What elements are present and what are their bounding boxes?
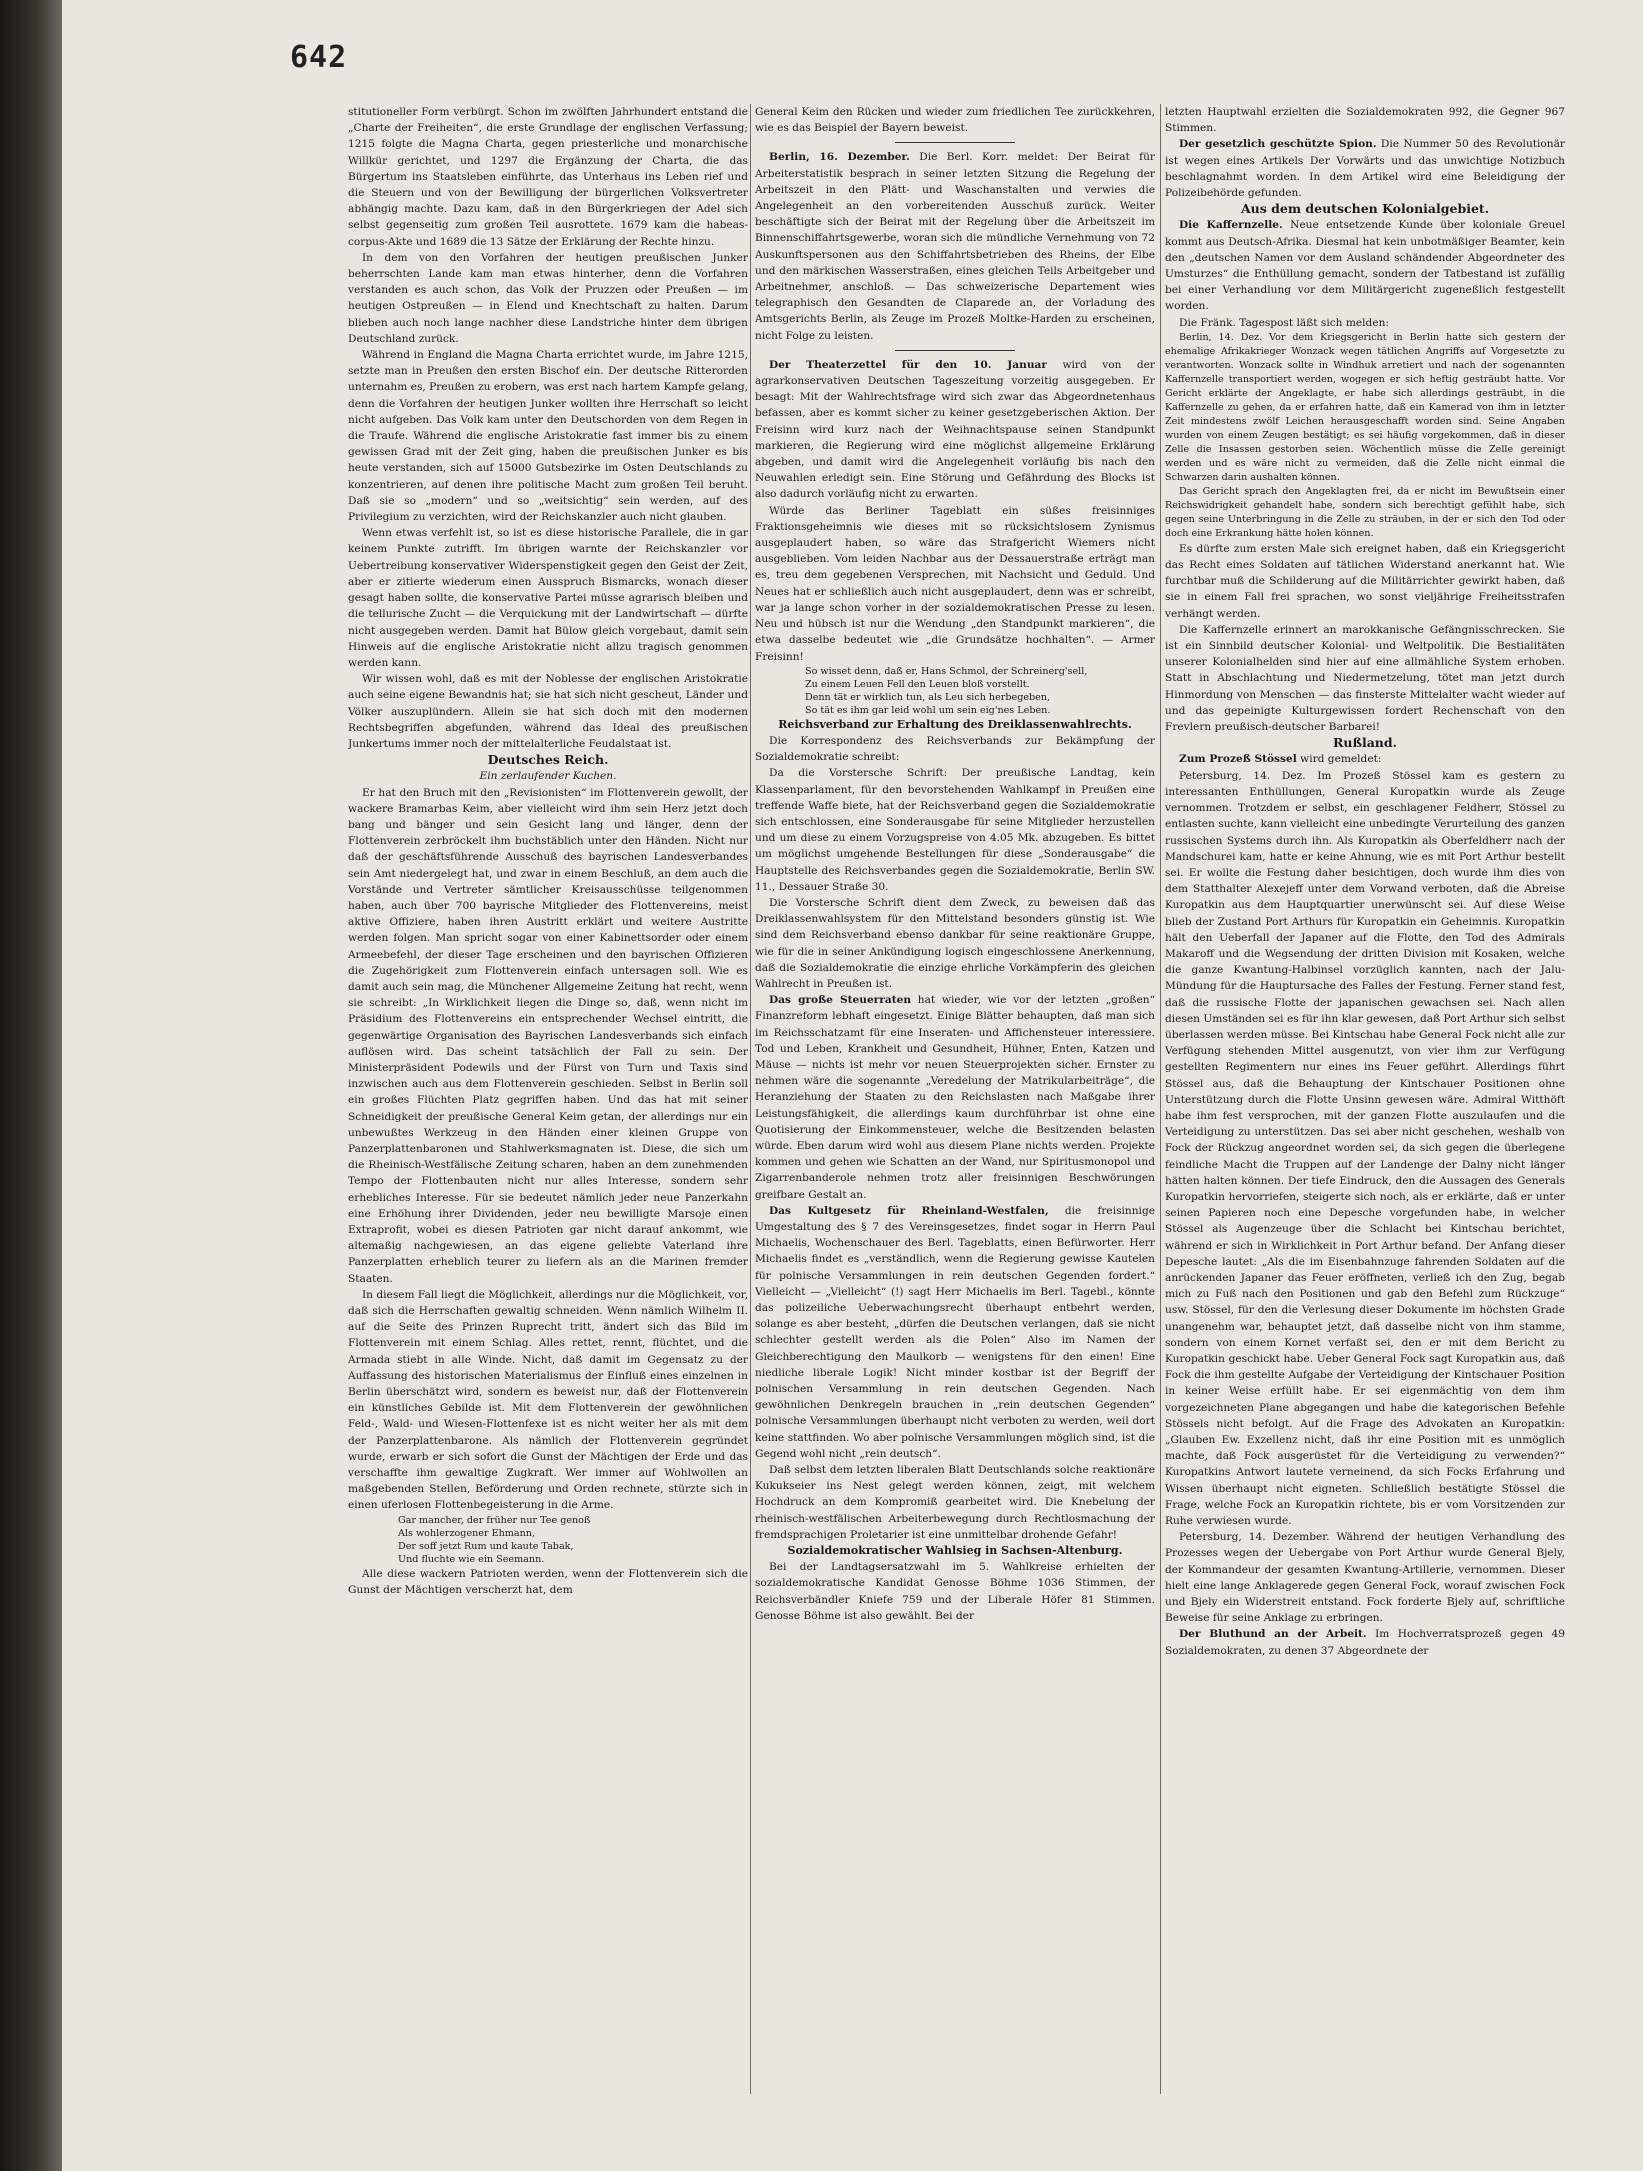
section-subtitle: Ein zerlaufender Kuchen. <box>479 770 617 783</box>
column-right <box>1165 104 1565 2099</box>
article-lead: Der Theaterzettel für den 10. Januar <box>769 358 1047 371</box>
paragraph: Es dürfte zum ersten Male sich ereignet haben, daß ein Kriegsgericht das Recht eines Soldaten auf tätlichen Widerstand anerkannt hat. Wie furchtbar muß die Schilderung auf die Militärrichter gewirkt haben, daß sie in einem Fall frei sprachen, wo sonst vieljährige Freiheitsstrafen verhängt werden. <box>1165 542 1565 620</box>
paragraph: die freisinnige Umgestaltung des § 7 des Vereinsgesetzes, findet sogar in Herrn Paul Michaelis, Wochenschauer des Berl. Tageblatts, einen Befürworter. Herr Michaelis findet es „verständlich, wenn die Regierung gewisse Kautelen für polnische Versammlungen in rein deutschen Gegenden fordert.“ Vielleicht — „Vielleicht“ (!) sagt Herr Michaelis im Berl. Tagebl., könnte das polizeiliche Ueberwachungsrecht überhaupt entbehrt werden, solange es aber besteht, „dürfen die Deutschen verlangen, daß sie nicht schlechter gestellt werden als die Polen“ Also im Namen der Gleichberechtigung den Maulkorb — wenigstens für den einen! Eine niedliche liberale Logik! Nicht minder kostbar ist der Begriff der polnischen Versammlung in rein deutschen Gegenden. Nach gewöhnlichen Denkregeln brauchen in „rein deutschen Gegenden“ polnische Versammlungen überhaupt nicht verboten zu werden, weil dort keine stattfinden. Wo aber polnische Versammlungen möglich sind, ist die Gegend wohl nicht „rein deutsch“. <box>755 1204 1155 1460</box>
verse-line: Der soff jetzt Rum und kaute Tabak, <box>398 1540 574 1552</box>
paragraph: Da die Vorstersche Schrift: Der preußische Landtag, kein Klassenparlament, für den bevorstehenden Wahlkampf in Preußen eine treffende Waffe biete, hat der Reichsverband gegen die Sozialdemokratie sich entschlossen, eine Sonderausgabe für seine Mitglieder herzustellen und um diese zu einem Vorzugspreise von 4.05 Mk. abzugeben. Es bittet um möglichst umgehende Bestellungen für diese „Sonderausgabe“ die Hauptstelle des Reichsverbandes gegen die Sozialdemokratie, Berlin SW. 11., Dessauer Straße 30. <box>755 767 1155 893</box>
section-title-kolonialgebiet: Aus dem deutschen Kolonialgebiet. <box>1240 201 1490 217</box>
verse-line: Und fluchte wie ein Seemann. <box>398 1553 545 1565</box>
paragraph: Die Fränk. Tagespost läßt sich melden: <box>1179 316 1389 329</box>
verse-line: Als wohlerzogener Ehmann, <box>398 1527 536 1539</box>
article-lead: Der gesetzlich geschützte Spion. <box>1179 138 1377 151</box>
paragraph: Im Hochverratsprozeß gegen 49 Sozialdemokraten, zu denen 37 Abgeordnete der <box>1165 1628 1565 1657</box>
paragraph: Bei der Landtagsersatzwahl im 5. Wahlkreise erhielten der sozialdemokratische Kandidat Genosse Böhme 1036 Stimmen, der Reichsverbändler Kniefe 759 und der Liberale Höfer 81 Stimmen. Genosse Böhme ist also gewählt. Bei der <box>755 1561 1155 1622</box>
verse-line: Gar mancher, der früher nur Tee genoß <box>398 1514 591 1526</box>
article-lead: Die Kaffernzelle. <box>1179 219 1283 232</box>
paragraph: Alle diese wackern Patrioten werden, wenn der Flottenverein sich die Gunst der Mächtigen verscherzt hat, dem <box>348 1567 748 1596</box>
paragraph: Neue entsetzende Kunde über koloniale Greuel kommt aus Deutsch-Afrika. Diesmal hat kein unbotmäßiger Beamter, kein den „deutschen Namen vor dem Ausland schändender Abgeordneter des Umsturzes“ die Enthüllung gemacht, sondern der Tatbestand ist zufällig bei einer Verhandlung vor dem Militärgericht zugeneßlich festgestellt worden. <box>1165 219 1565 313</box>
paragraph: Daß selbst dem letzten liberalen Blatt Deutschlands solche reaktionäre Kukukseier ins Nest gelegt werden können, zeigt, mit welchem Hochdruck an dem Kompromiß gearbeitet wird. Die Knebelung der rheinisch-westfälischen Arbeiterbewegung durch Rechtlosmachung der fremdsprachigen Proletarier ist eine unmittelbar drohende Gefahr! <box>755 1464 1155 1541</box>
column-rule <box>1160 104 1161 2094</box>
column-left <box>348 104 748 2099</box>
paragraph: Während in England die Magna Charta errichtet wurde, im Jahre 1215, setzte man in Preußen den ersten Bischof ein. Der deutsche Ritterorden unternahm es, Preußen zu erobern, was erst nach hartem Kampfe gelang, denn die Vorfahren der heutigen Junker wollten ihre Herrschaft so leicht nicht aufgeben. Das Volk kam unter den Deutschorden von dem Regen in die Traufe. Während die englische Aristokratie fast immer bis zu einem gewissen Grad mit der Zeit ging, haben die preußischen Junker es bis heute verstanden, sich auf 15000 Gutsbezirke im Osten Deutschlands zu konzentrieren, auf denen ihre politische Macht zum großen Teil beruht. Daß sie so „modern“ und so „weitsichtig“ sein werden, auf des Privilegium zu verzichten, wird der Reichskanzler auch nicht glauben. <box>348 349 748 524</box>
article-lead: Das Kultgesetz für Rheinland-Westfalen, <box>769 1204 1049 1217</box>
column-middle <box>755 104 1155 2099</box>
article-lead: Der Bluthund an der Arbeit. <box>1179 1628 1367 1641</box>
paragraph: Petersburg, 14. Dezember. Während der heutigen Verhandlung des Prozesses wegen der Uebergabe von Port Arthur wurde General Bjely, der Kommandeur der gesamten Kwantung-Artillerie, vernommen. Dieser hielt eine lange Anklagerede gegen General Fock, worauf zwischen Fock und Bjely ein Widerstreit entstand. Fock forderte Bjely auf, schriftliche Beweise für seine Anklage zu erbringen. <box>1165 1531 1565 1625</box>
column-rule <box>750 104 751 2094</box>
paragraph: Er hat den Bruch mit den „Revisionisten“ im Flottenverein gewollt, der wackere Bramarbas Keim, aber vielleicht wird ihm sein Herz jetzt doch bang und bänger und sein Gesicht lang und länger, denn der Flottenverein zerbröckelt ihm buchstäblich unter den Händen. Nicht nur daß der geschäftsführende Ausschuß des bayrischen Landesverbandes sein Amt niedergelegt hat, und zwar in einem Beschluß, an dem auch die Vorstände und Vertreter sämtlicher Kreisausschüsse teilgenommen haben, auch über 700 bayrische Mitglieder des Flottenvereins, meist aktive Offiziere, haben ihren Austritt erklärt und weitere Austritte werden folgen. Man spricht sogar von einer Kabinettsorder oder einem Armeebefehl, der dieser Tage erscheinen und den bayrischen Offizieren die Zugehörigkeit zum Flottenverein einfach untersagen soll. Wie es damit auch sein mag, die Münchener Allgemeine Zeitung hat recht, wenn sie schreibt: „In Wirklichkeit liegen die Dinge so, daß, wenn nicht im Präsidium des Flottenvereins ein entsprechender Wechsel eintritt, die gegenwärtige Organisation des Bayrischen Landesverbands sich einfach auflösen wird. Das scheint tatsächlich der Fall zu sein. Der Ministerpräsident Podewils und der Fürst von Turn und Taxis sind inzwischen auch aus dem Flottenverein geschieden. Selbst in Berlin soll ein großes Flüchten Platz gegriffen haben. Und das hat mit seiner Schneidigkeit der preußische General Keim getan, der allerdings nur ein unbewußtes Werkzeug in den Händen einer kleinen Gruppe von Panzerplattenbaronen und Stahlwerksmagnaten ist. Diese, die sich um die Rheinisch-Westfälische Zeitung scharen, haben an dem zunehmenden Tempo der Flottenbauten nicht nur alles Interesse, sondern sehr erhebliches Interesse. Für sie bedeutet nämlich jeder neue Panzerkahn eine Erhöhung ihrer Dividenden, jeder neu bewilligte Marsoje einen Extraprofit, wobei es diesen Patrioten gar nicht darauf ankommt, wie altemaßig nachgewiesen, an das eigene geliebte Vaterland ihre Panzerplatten erheblich teurer zu liefern als an die Marinen fremder Staaten. <box>348 786 748 1285</box>
paragraph: Die Nummer 50 des Revolutionär ist wegen eines Artikels Der Vorwärts und das unwichtige Notizbuch beschlagnahmt worden. In dem Artikel wird eine Beleidigung der Polizeibehörde gefunden. <box>1165 138 1565 200</box>
verse-line: Denn tät er wirklich tun, als Leu sich herbegeben, <box>805 691 1051 703</box>
paragraph: Die Berl. Korr. meldet: Der Beirat für Arbeiterstatistik besprach in seiner letzten Sitzung die Regelung der Arbeitszeit in den Plätt- und Waschanstalten und verwies die Angelegenheit an den vorbereitenden Ausschuß zurück. Weiter beschäftigte sich der Beirat mit der Regelung über die Arbeitszeit im Binnenschiffahrtsgewerbe, woran sich die mündliche Vernehmung von 72 Auskunftspersonen aus den Schiffahrtsbetrieben des Rheins, der Elbe und den märkischen Wasserstraßen, eines gleichen Teils Arbeitgeber und Arbeitnehmer, anschloß. — Das schweizerische Departement wies telegraphisch den Gesandten de Claparede an, der Vorladung des Amtsgerichts Berlin, als Zeuge im Prozeß Moltke-Harden zu erscheinen, nicht Folge zu leisten. <box>755 151 1155 342</box>
article-divider <box>895 350 1015 351</box>
paragraph: Die Vorstersche Schrift dient dem Zweck, zu beweisen daß das Dreiklassenwahlsystem für den Mittelstand besonders günstig ist. Wie sind dem Reichsverband ebenso dankbar für seine reaktionäre Gruppe, wie für die in seiner Ankündigung logisch eingeschlossene Anerkennung, daß die Sozialdemokratie die einzige ehrliche Vorkämpferin des gleichen Wahlrecht in Preußen ist. <box>755 896 1155 990</box>
page-number: 642 <box>290 40 348 75</box>
paragraph: General Keim den Rücken und wieder zum friedlichen Tee zurückkehren, wie es das Beispiel der Bayern beweist. <box>755 106 1155 135</box>
paragraph: In diesem Fall liegt die Möglichkeit, allerdings nur die Möglichkeit, vor, daß sich die Herrschaften gewaltig schneiden. Wenn nämlich Wilhelm II. auf die Seite des Prinzen Ruprecht tritt, ändert sich das Bild im Flottenverein mit einem Schlag. Alles rettet, rennt, flüchtet, und die Armada stiebt in alle Winde. Nicht, daß damit im Gegensatz zu der Auffassung des historischen Materialismus der Einfluß eines einzelnen in Berlin überschätzt wird, sondern es beweist nur, daß der Flottenverein ein künstliches Gebilde ist. Mit dem Flottenverein der gewöhnlichen Feld-, Wald- und Wiesen-Flottenfexe ist es nicht weiter her als mit dem der Panzerplattenbarone. Als nämlich der Flottenverein gegründet wurde, erwarb er sich sofort die Gunst der Mächtigen der Erde und das verschaffte ihm gewaltige Zugkraft. Wer immer auf Wohlwollen an maßgebenden Stellen, Beförderung und Orden rechnete, stürzte sich in einen uferlosen Flottenbegeisterung in die Arme. <box>348 1288 748 1512</box>
article-divider <box>895 142 1015 143</box>
section-title-russland: Rußland. <box>1332 735 1397 751</box>
book-binding <box>0 0 62 2171</box>
paragraph: letzten Hauptwahl erzielten die Sozialdemokraten 992, die Gegner 967 Stimmen. <box>1165 106 1565 135</box>
article-lead: Das große Steuerraten <box>769 994 912 1007</box>
paragraph: In dem von den Vorfahren der heutigen preußischen Junker beherrschten Lande kam man etwas hinterher, denn die Vorfahren verstanden es auch schon, das Volk der Pruzzen oder Preußen — im heutigen Ostpreußen — in Elend und Knechtschaft zu halten. Darum blieben auch noch lange nachher diese Landstriche hinter dem übrigen Deutschland zurück. <box>348 251 748 345</box>
newspaper-page <box>62 0 1643 2171</box>
quoted-report: Das Gericht sprach den Angeklagten frei, da er nicht im Bewußtsein einer Reichswidrigkeit gehandelt habe, sondern sich berechtigt gefühlt habe, sich gegen seine Unterbringung in die Zelle zu sträuben, in der er sich den Tod oder doch eine Erkrankung hätte holen können. <box>1165 485 1565 539</box>
paragraph: hat wieder, wie vor der letzten „großen“ Finanzreform lebhaft eingesetzt. Einige Blätter behaupten, daß man sich im Reichsschatzamt für eine Inseraten- und Affichensteuer interessiere. Tod und Leben, Krankheit und Gesundheit, Hühner, Enten, Katzen und Mäuse — nichts ist mehr vor neuen Steuerprojekten sicher. Ernster zu nehmen wäre die sogenannte „Veredelung der Matrikularbeiträge“, die Heranziehung der Staaten zu den Reichslasten nach Maßgabe ihrer Leistungsfähigkeit, die allerdings kaum durchführbar ist ohne eine Quotisierung der Einkommensteuer, welche die Besitzenden belasten würde. Eben darum wird wohl aus diesem Plane nichts werden. Projekte kommen und gehen wie Schatten an der Wand, nur Spiritusmonopol und Zigarrenbanderole nehmen trotz aller freisinnigen Beschwörungen greifbare Gestalt an. <box>755 994 1155 1201</box>
verse-line: Zu einem Leuen Fell den Leuen bloß vorstellt. <box>805 678 1030 690</box>
paragraph: wird gemeldet: <box>1300 753 1382 766</box>
article-heading: Sozialdemokratischer Wahlsieg in Sachsen-Altenburg. <box>787 1544 1123 1558</box>
paragraph: Petersburg, 14. Dez. Im Prozeß Stössel kam es gestern zu interessanten Enthüllungen, General Kuropatkin wurde als Zeuge vernommen. Trotzdem er selbst, ein geschlagener Feldherr, Stössel zu entlasten suchte, kann vielleicht eine unbedingte Verurteilung des ganzen russischen Systems durch ihn. Als Kuropatkin als Oberfeldherr nach der Mandschurei kam, hatte er keine Ahnung, wie es mit Port Arthur bestellt sei. Er wollte die Festung daher besichtigen, doch wurde ihm dies von dem Statthalter Alexejeff unter dem Vorwand verboten, daß die Abreise Kuropatkin aus dem Hauptquartier unerwünscht sei. Auf diese Weise blieb der Zustand Port Arthurs für Kuropatkin ein Geheimnis. Kuropatkin hält den Ueberfall der Japaner auf die Flotte, den Tod des Admirals Makaroff und die Wegsendung der dritten Division mit Kosaken, welche die ganze Kwantung-Halbinsel vorzüglich kannten, nach der Jalu-Mündung für die Hauptursache des Falles der Festung. Ferner stand fest, daß die russische Flotte der japanischen gewachsen sei. Nach allen diesen Umständen sei es für ihn klar gewesen, daß Port Arthur sich selbst überlassen werden müsse. Bei Kintschau habe General Fock nicht alle zur Verfügung stehenden Mittel ausgenutzt, von vier ihm zur Verfügung gestellten Regimentern nur eines ins Feuer geführt. Allerdings führt Stössel aus, daß die Behauptung der Kintschauer Positionen ohne Unterstützung durch die Flotte Unsinn gewesen wäre. Admiral Witthöft habe ihm fest versprochen, mit der ganzen Flotte auszulaufen und die Verteidigung zu unterstützen. Das sei aber nicht geschehen, weshalb von Fock der Rückzug angeordnet worden sei, da sich gegen die überlegene feindliche Macht die Truppen auf der Landenge der Dalny nicht länger hätten halten können. Der tiefe Eindruck, den die Aussagen des Generals Kuropatkin hervorriefen, steigerte sich noch, als er erklärte, daß er unter seinen Papieren noch eine Depesche vorgefunden habe, in welcher Stössel als Augenzeuge über die Schlacht bei Kintschau berichtet, während er sich in Wirklichkeit in Port Arthur befand. Der Anfang dieser Depesche lautet: „Als die im Eisenbahnzuge fahrenden Soldaten auf die anrückenden Japaner das Feuer eröffneten, verließ ich den Zug, begab mich zu Fuß nach den Positionen und gab den Befehl zum Rückzuge“ usw. Stössel, für den die Verlesung dieser Dokumente im höchsten Grade unangenehm war, behauptet jetzt, daß dasselbe nicht von ihm stamme, sondern von einem Kornet verfaßt sei, den er mit dem Bericht zu Kuropatkin geschickt habe. Ueber General Fock sagt Kuropatkin aus, daß Fock die ihm gestellte Aufgabe der Verteidigung der Kintschauer Position in keiner Weise erfüllt habe. Er sei eigenmächtig von dem ihm vorgezeichneten Plane abgegangen und habe die kategorischen Befehle Stössels nicht befolgt. Auf die Frage des Advokaten an Kuropatkin: „Glauben Ew. Exzellenz nicht, daß ihr eine Position mit es unmöglich machte, daß Fock ausgerüstet für die Verteidigung zu verwenden?“ Kuropatkins Antwort lautete verneinend, da sich Focks Erfahrung und Wissen überhaupt nicht eigneten. Schließlich bestätigte Stössel die Frage, welche Fock an Kuropatkin richtete, bis er vom Vorsitzenden zur Ruhe verwiesen wurde. <box>1165 769 1565 1528</box>
section-title-deutsches-reich: Deutsches Reich. <box>487 752 609 768</box>
paragraph: wird von der agrarkonservativen Deutschen Tageszeitung vorzeitig ausgegeben. Er besagt: Mit der Wahlrechtsfrage wird sich zwar das Abgeordnetenhaus befassen, aber es kommt sicher zu keiner gesetzgeberischen Aktion. Der Freisinn wird kurz nach der Weihnachtspause seinen Standpunkt markieren, die Regierung wird eine möglichst allgemeine Erklärung abgeben, und damit wird die Angelegenheit vorläufig bis nach den Neuwahlen erledigt sein. Eine Störung und Gefährdung des Blocks ist also dadurch vorläufig nicht zu erwarten. <box>755 358 1155 501</box>
dateline: Berlin, 16. Dezember. <box>769 151 910 164</box>
article-lead: Zum Prozeß Stössel <box>1179 753 1297 766</box>
article-heading: Reichsverband zur Erhaltung des Dreiklassenwahlrechts. <box>778 717 1132 731</box>
paragraph: Die Kaffernzelle erinnert an marokkanische Gefängnisschrecken. Sie ist ein Sinnbild deutscher Kolonial- und Weltpolitik. Die Bestialitäten unserer Kolonialhelden sind hier auf eine allmähliche System erhoben. Statt in Abschlachtung und Niedermetzelung, tötet man jetzt durch Hinmordung von Menschen — das finsterste Mittelalter wacht wieder auf und das gepeinigte Kulturgewissen fordert Rechenschaft von den Frevlern preußisch-deutscher Barbarei! <box>1165 623 1565 734</box>
paragraph: Wir wissen wohl, daß es mit der Noblesse der englischen Aristokratie auch seine eigene Bewandnis hat; sie hat sich nicht gescheut, Länder und Völker auszuplündern. Allein sie hat sich doch mit den modernen Rechtsbegriffen abgefunden, während das Ideal des preußischen Junkertums immer noch der mittelalterliche Feudalstaat ist. <box>348 673 748 750</box>
paragraph: Würde das Berliner Tageblatt ein süßes freisinniges Fraktionsgeheimnis wie dieses mit so rücksichtslosem Zynismus ausgeplaudert haben, so wäre das Strafgericht Wiemers nicht ausgeblieben. Vom leiden Nachbar aus der Dessauerstraße erträgt man es, treu dem gegebenen Versprechen, mit Nachsicht und Geduld. Und Neues hat er schließlich auch nicht ausgeplaudert, denn was er schreibt, war ja lange schon vorher in der sozialdemokratischen Presse zu lesen. Neu und hübsch ist nur die Wendung „den Standpunkt markieren“, die etwa dasselbe bedeutet wie „die Grundsätze hochhalten“. — Armer Freisinn! <box>755 504 1155 663</box>
paragraph: Die Korrespondenz des Reichsverbands zur Bekämpfung der Sozialdemokratie schreibt: <box>755 734 1155 764</box>
verse-line: So tät es ihm gar leid wohl um sein eig'nes Leben. <box>805 704 1051 716</box>
paragraph: Wenn etwas verfehlt ist, so ist es diese historische Parallele, die in gar keinem Punkte zutrifft. Im übrigen warnte der Reichskanzler vor Uebertreibung konservativer Widerspenstigkeit gegen den Geist der Zeit, aber er zitierte wiederum einen Ausspruch Bismarcks, wonach dieser gesagt haben sollte, die konservative Partei müsse agrarisch bleiben und die tellurische Zucht — die Verquickung mit der Landwirtschaft — dürfte nicht ausgegeben werden. Damit hat Bülow gleich vorgebaut, damit sein Hinweis auf die englische Aristokratie nicht allzu tragisch genommen werden kann. <box>348 527 748 669</box>
verse-line: So wisset denn, daß er, Hans Schmol, der Schreinerg'sell, <box>805 665 1088 677</box>
paragraph: stitutioneller Form verbürgt. Schon im zwölften Jahrhundert entstand die „Charte der Freiheiten“, die erste Grundlage der englischen Verfassung; 1215 folgte die Magna Charta, gegen priesterliche und monarchische Willkür gerichtet, und 1297 die Ergänzung der Charta, die das Bürgertum ins Staatsleben einführte, das Unterhaus ins Leben rief und die Steuern und von der Bewilligung der bürgerlichen Volksvertreter abhängig machte. Dazu kam, daß in den Bürgerkriegen der Adel sich selbst gegenseitig zum großen Teil ausrottete. 1679 kam die habeas-corpus-Akte und 1689 die 13 Sätze der Erklärung der Rechte hinzu. <box>348 106 748 248</box>
quoted-report: Berlin, 14. Dez. Vor dem Kriegsgericht in Berlin hatte sich gestern der ehemalige Afrikakrieger Wonzack wegen tätlichen Angriffs auf Vorgesetzte zu verantworten. Wonzack sollte in Windhuk arretiert und nach der sogenannten Kaffernzelle transportiert werden, wogegen er sich heftig gesträubt hatte. Vor Gericht erklärte der Angeklagte, er habe sich allerdings gesträubt, in die Kaffernzelle zu gehen, da er erfahren hatte, daß ein Kamerad von ihm in letzter Zeit mindestens zwölf Leichen herausgeschafft worden sind. Seine Angaben wurden von einem Zeugen bestätigt; es sei häufig vorgekommen, daß in dieser Zelle die Insassen gestorben seien. Wöchentlich müsse die Zelle gereinigt werden und es wäre nicht zu vermeiden, daß die Zelle nicht einmal die Schwarzen darin aushalten können. <box>1165 331 1565 483</box>
